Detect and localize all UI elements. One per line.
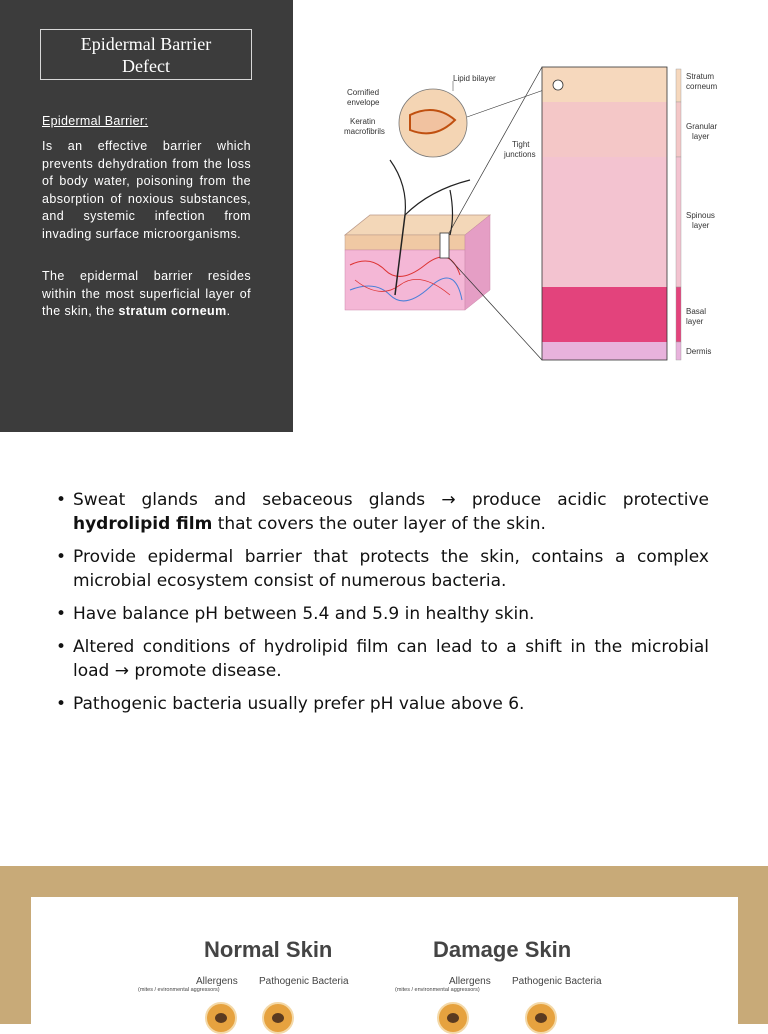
damage-allergens-label: Allergens <box>449 976 491 987</box>
bullet-text: Altered conditions of hydrolipid film can lead to a shift in the microbial load → promote disease. <box>73 637 709 681</box>
normal-allergens-label: Allergens <box>196 976 238 987</box>
label-spinous-2: layer <box>692 221 710 230</box>
label-basal-1: Basal <box>686 307 707 316</box>
damage-skin-title: Damage Skin <box>433 937 572 962</box>
bullet-text: Have balance pH between 5.4 and 5.9 in healthy skin. <box>73 604 535 624</box>
skin-layers-diagram <box>330 55 730 375</box>
list-item <box>56 602 709 626</box>
label-basal-2: layer <box>686 317 704 326</box>
label-cornified-1: Cornified <box>347 88 380 97</box>
bullet-text: Sweat glands and sebaceous glands → produce acidic protective <box>73 490 709 510</box>
intro-panel <box>0 0 293 432</box>
bullet-bold: hydrolipid film <box>73 514 213 534</box>
label-stratum-2: corneum <box>686 82 718 91</box>
label-tight-2: junctions <box>504 150 536 159</box>
label-dermis: Dermis <box>686 347 712 356</box>
damage-pathogenic-label: Pathogenic Bacteria <box>512 976 602 987</box>
section-heading: Epidermal Barrier: <box>42 114 149 128</box>
list-item <box>56 692 709 716</box>
location-text: The epidermal barrier resides within the most superficial layer of the skin, the <box>42 269 251 318</box>
label-keratin-1: Keratin <box>350 117 376 126</box>
normal-pathogenic-label: Pathogenic Bacteria <box>259 976 349 987</box>
label-granular-2: layer <box>692 132 710 141</box>
bullet-text: Pathogenic bacteria usually prefer pH value above 6. <box>73 694 525 714</box>
normal-skin-title: Normal Skin <box>204 937 333 962</box>
list-item <box>56 488 709 536</box>
bullet-text: Provide epidermal barrier that protects the skin, contains a complex microbial ecosystem consist of numerous bacteria. <box>73 547 709 591</box>
bacteria-icon <box>262 1002 294 1034</box>
location-paragraph <box>42 268 251 321</box>
list-item <box>56 635 709 683</box>
page-title: Epidermal Barrier Defect <box>80 33 212 76</box>
damage-allergens-sub: (mites / environmental aggressors) <box>395 987 480 993</box>
bacteria-icon <box>525 1002 557 1034</box>
label-cornified-2: envelope <box>347 98 380 107</box>
label-granular-1: Granular <box>686 122 718 131</box>
allergen-mite-icon <box>205 1002 237 1034</box>
stratum-corneum-term: stratum corneum <box>118 304 227 318</box>
cornified-envelope-detail <box>399 85 558 157</box>
label-tight-1: Tight <box>512 140 530 149</box>
layers-column <box>542 67 681 360</box>
skin-block-illustration <box>345 160 490 310</box>
location-end: . <box>226 304 231 318</box>
skin-comparison-card <box>31 897 738 1024</box>
page-title-box <box>40 29 252 80</box>
bullet-list <box>56 488 709 725</box>
normal-allergens-sub: (mites / evironmental aggressors) <box>138 987 220 993</box>
bullet-text-end: that covers the outer layer of the skin. <box>212 514 546 534</box>
allergen-mite-icon <box>437 1002 469 1034</box>
definition-paragraph: Is an effective barrier which prevents dehydration from the loss of body water, poisoning from the absorption of noxious substances, and systemic infection from invading surface microorganisms. <box>42 139 251 241</box>
label-stratum-1: Stratum <box>686 72 715 81</box>
label-lipid-bilayer: Lipid bilayer <box>453 74 496 83</box>
label-keratin-2: macrofibrils <box>344 127 385 136</box>
label-spinous-1: Spinous <box>686 211 715 220</box>
list-item <box>56 545 709 593</box>
